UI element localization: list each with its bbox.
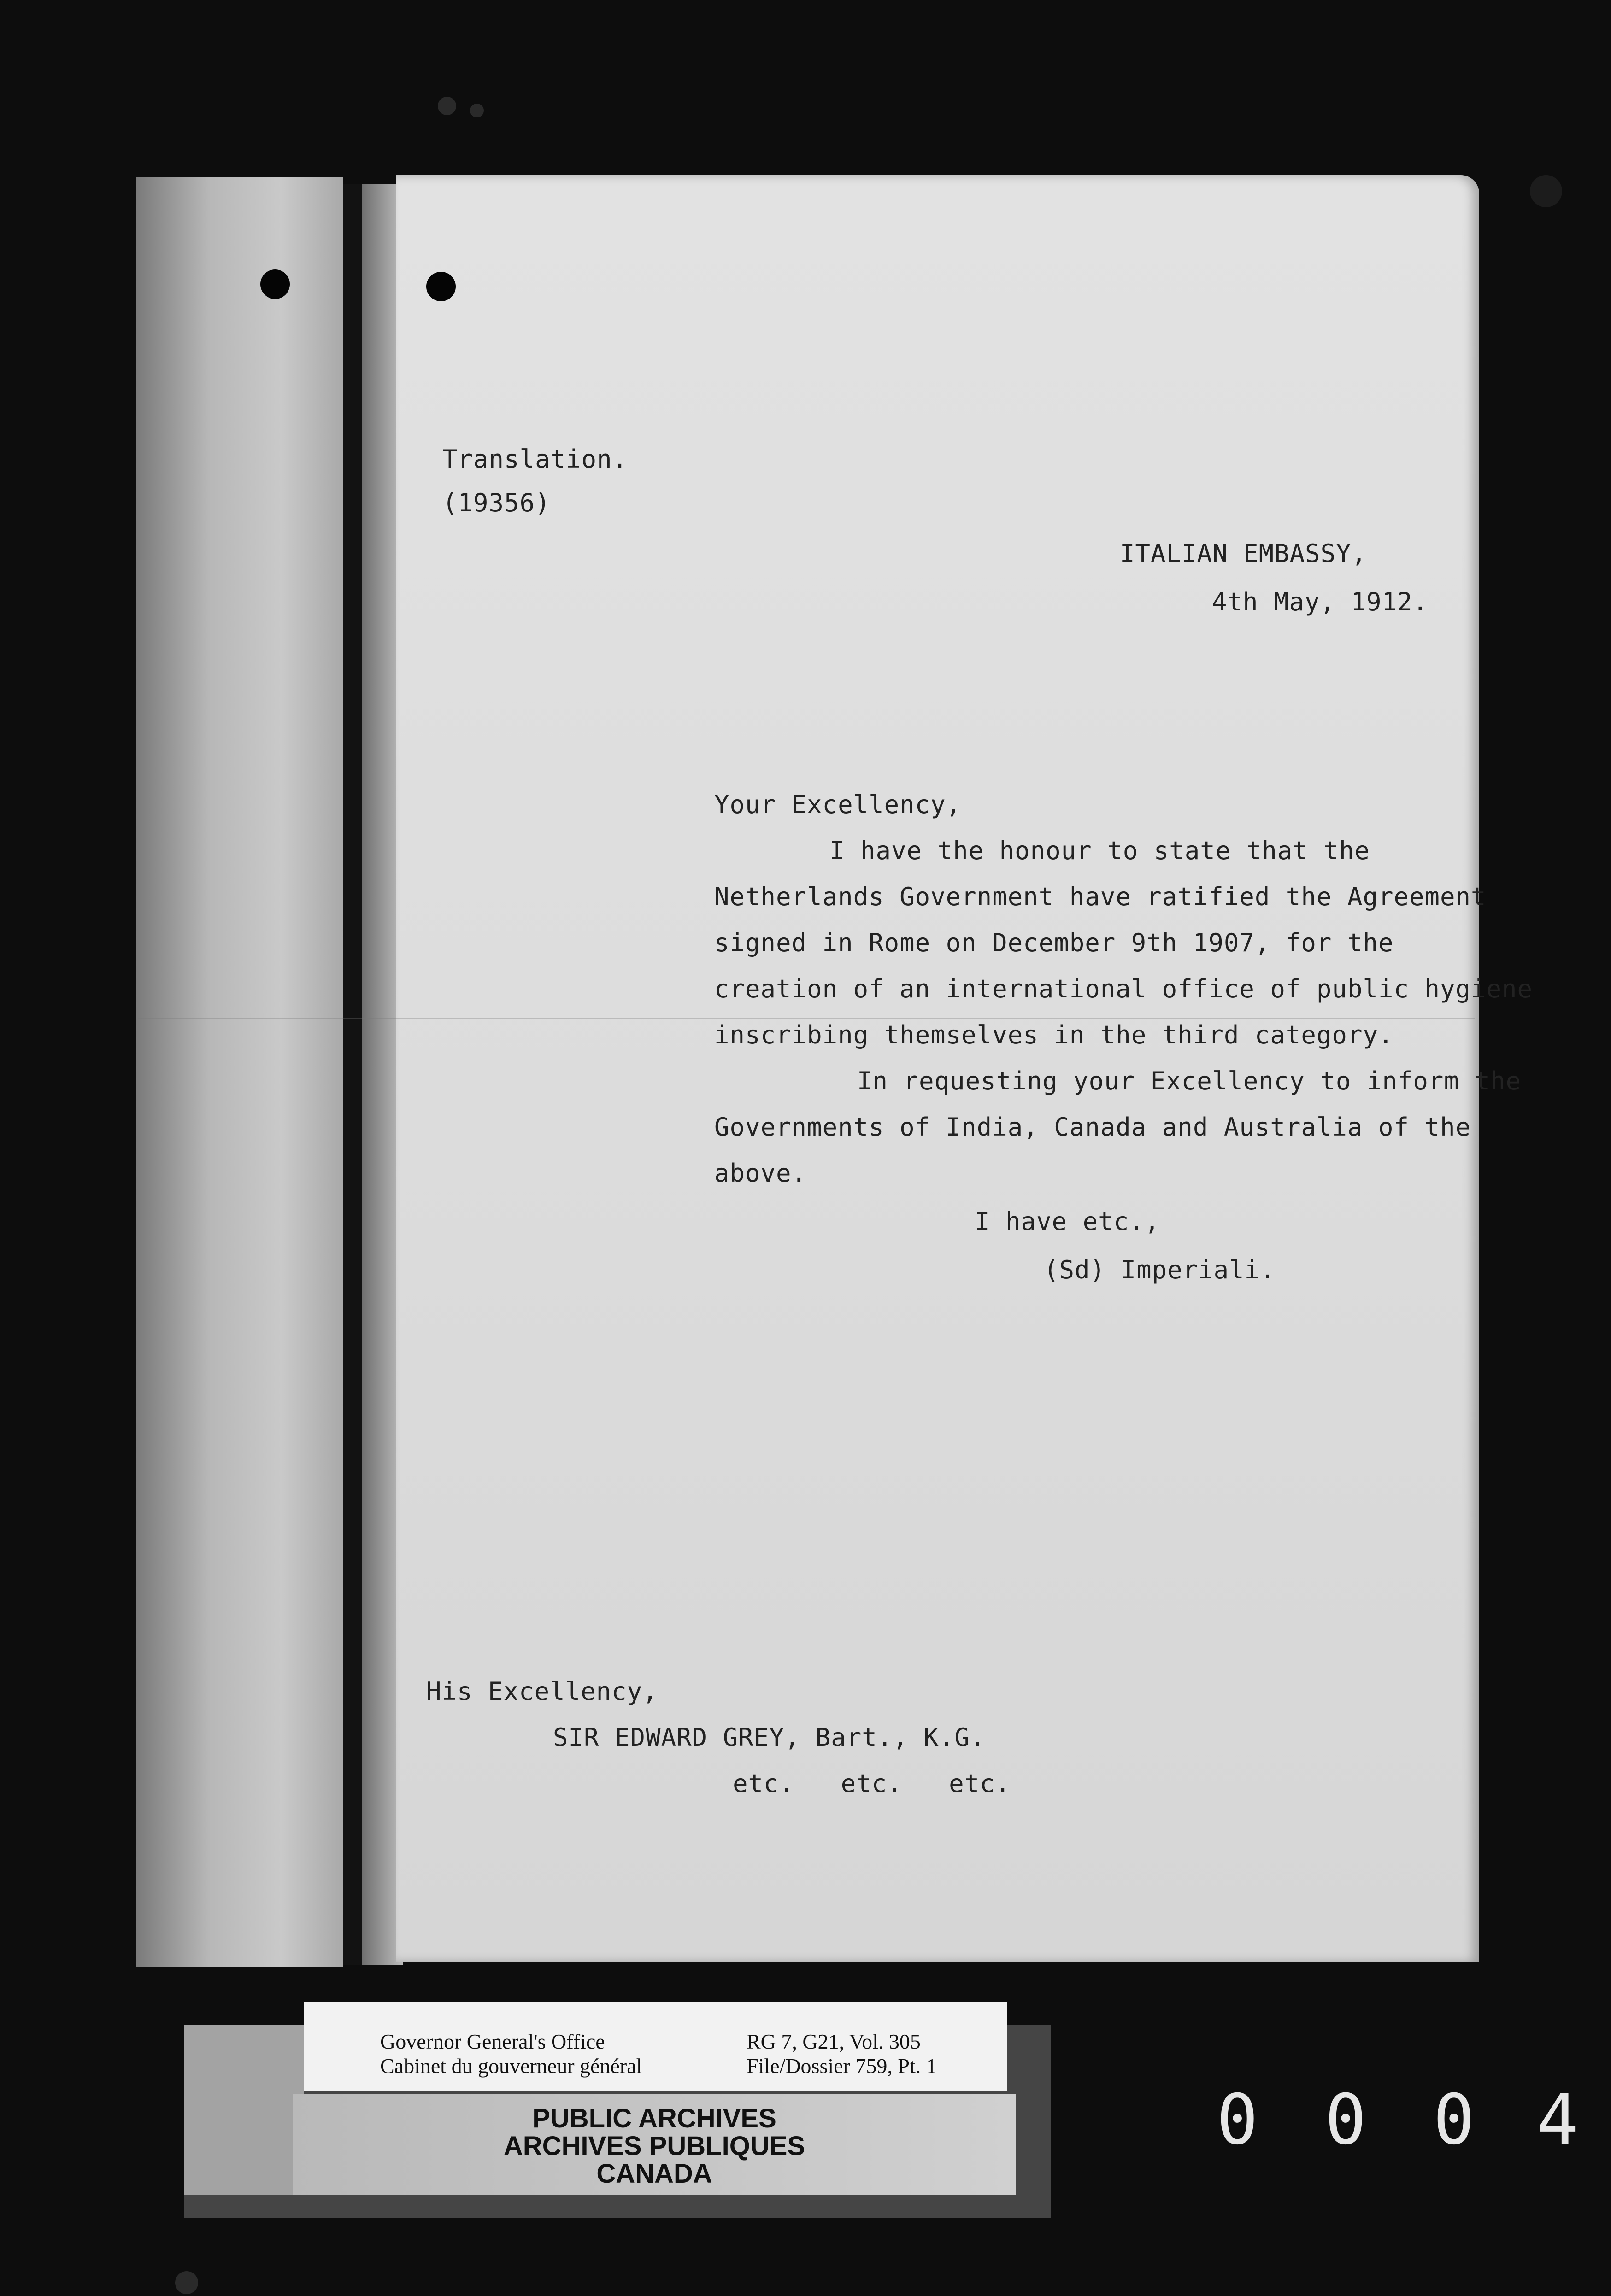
frame-digit: 4 xyxy=(1537,2080,1579,2160)
film-speck xyxy=(1530,175,1562,207)
signature: (Sd) Imperiali. xyxy=(1044,1255,1276,1284)
file-reference: File/Dossier 759, Pt. 1 xyxy=(747,2054,937,2078)
office-french: Cabinet du gouverneur général xyxy=(380,2054,642,2078)
addressee-line: His Excellency, xyxy=(426,1677,658,1706)
addressee-line: etc. etc. etc. xyxy=(733,1769,1011,1798)
binder-fold xyxy=(136,177,343,1967)
archives-french: ARCHIVES PUBLIQUES xyxy=(503,2131,806,2161)
office-english: Governor General's Office xyxy=(380,2030,605,2053)
date: 4th May, 1912. xyxy=(1212,587,1429,616)
body-line: inscribing themselves in the third category. xyxy=(714,1020,1394,1049)
frame-digit: 0 xyxy=(1325,2080,1367,2160)
archives-english: PUBLIC ARCHIVES xyxy=(532,2103,776,2133)
body-line: In requesting your Excellency to inform the xyxy=(857,1066,1521,1095)
body-line: I have the honour to state that the xyxy=(829,836,1370,865)
binder-gap xyxy=(343,184,362,1965)
reference-number: (19356) xyxy=(442,488,551,517)
archives-country: CANADA xyxy=(596,2159,712,2189)
body-line: Governments of India, Canada and Australia of the xyxy=(714,1113,1471,1142)
heading: Translation. xyxy=(442,445,628,474)
body-line: signed in Rome on December 9th 1907, for the xyxy=(714,928,1394,957)
film-speck xyxy=(438,97,456,115)
punch-hole xyxy=(426,272,456,301)
body-line: Netherlands Government have ratified the Agreement xyxy=(714,882,1487,911)
body-line: creation of an international office of public hygiene xyxy=(714,974,1533,1003)
record-group: RG 7, G21, Vol. 305 xyxy=(747,2030,921,2053)
letter-page xyxy=(396,175,1533,1962)
body-line: above. xyxy=(714,1159,807,1188)
punch-hole xyxy=(260,269,290,299)
frame-digit: 0 xyxy=(1217,2080,1258,2160)
film-speck xyxy=(470,104,484,117)
label-backing-left xyxy=(184,2025,304,2195)
frame-digit: 0 xyxy=(1433,2080,1475,2160)
sender: ITALIAN EMBASSY, xyxy=(1120,539,1367,568)
closing: I have etc., xyxy=(975,1207,1160,1236)
film-speck xyxy=(175,2271,198,2294)
salutation: Your Excellency, xyxy=(714,790,962,819)
fold-crease xyxy=(138,1018,1475,1019)
addressee-line: SIR EDWARD GREY, Bart., K.G. xyxy=(553,1723,986,1752)
